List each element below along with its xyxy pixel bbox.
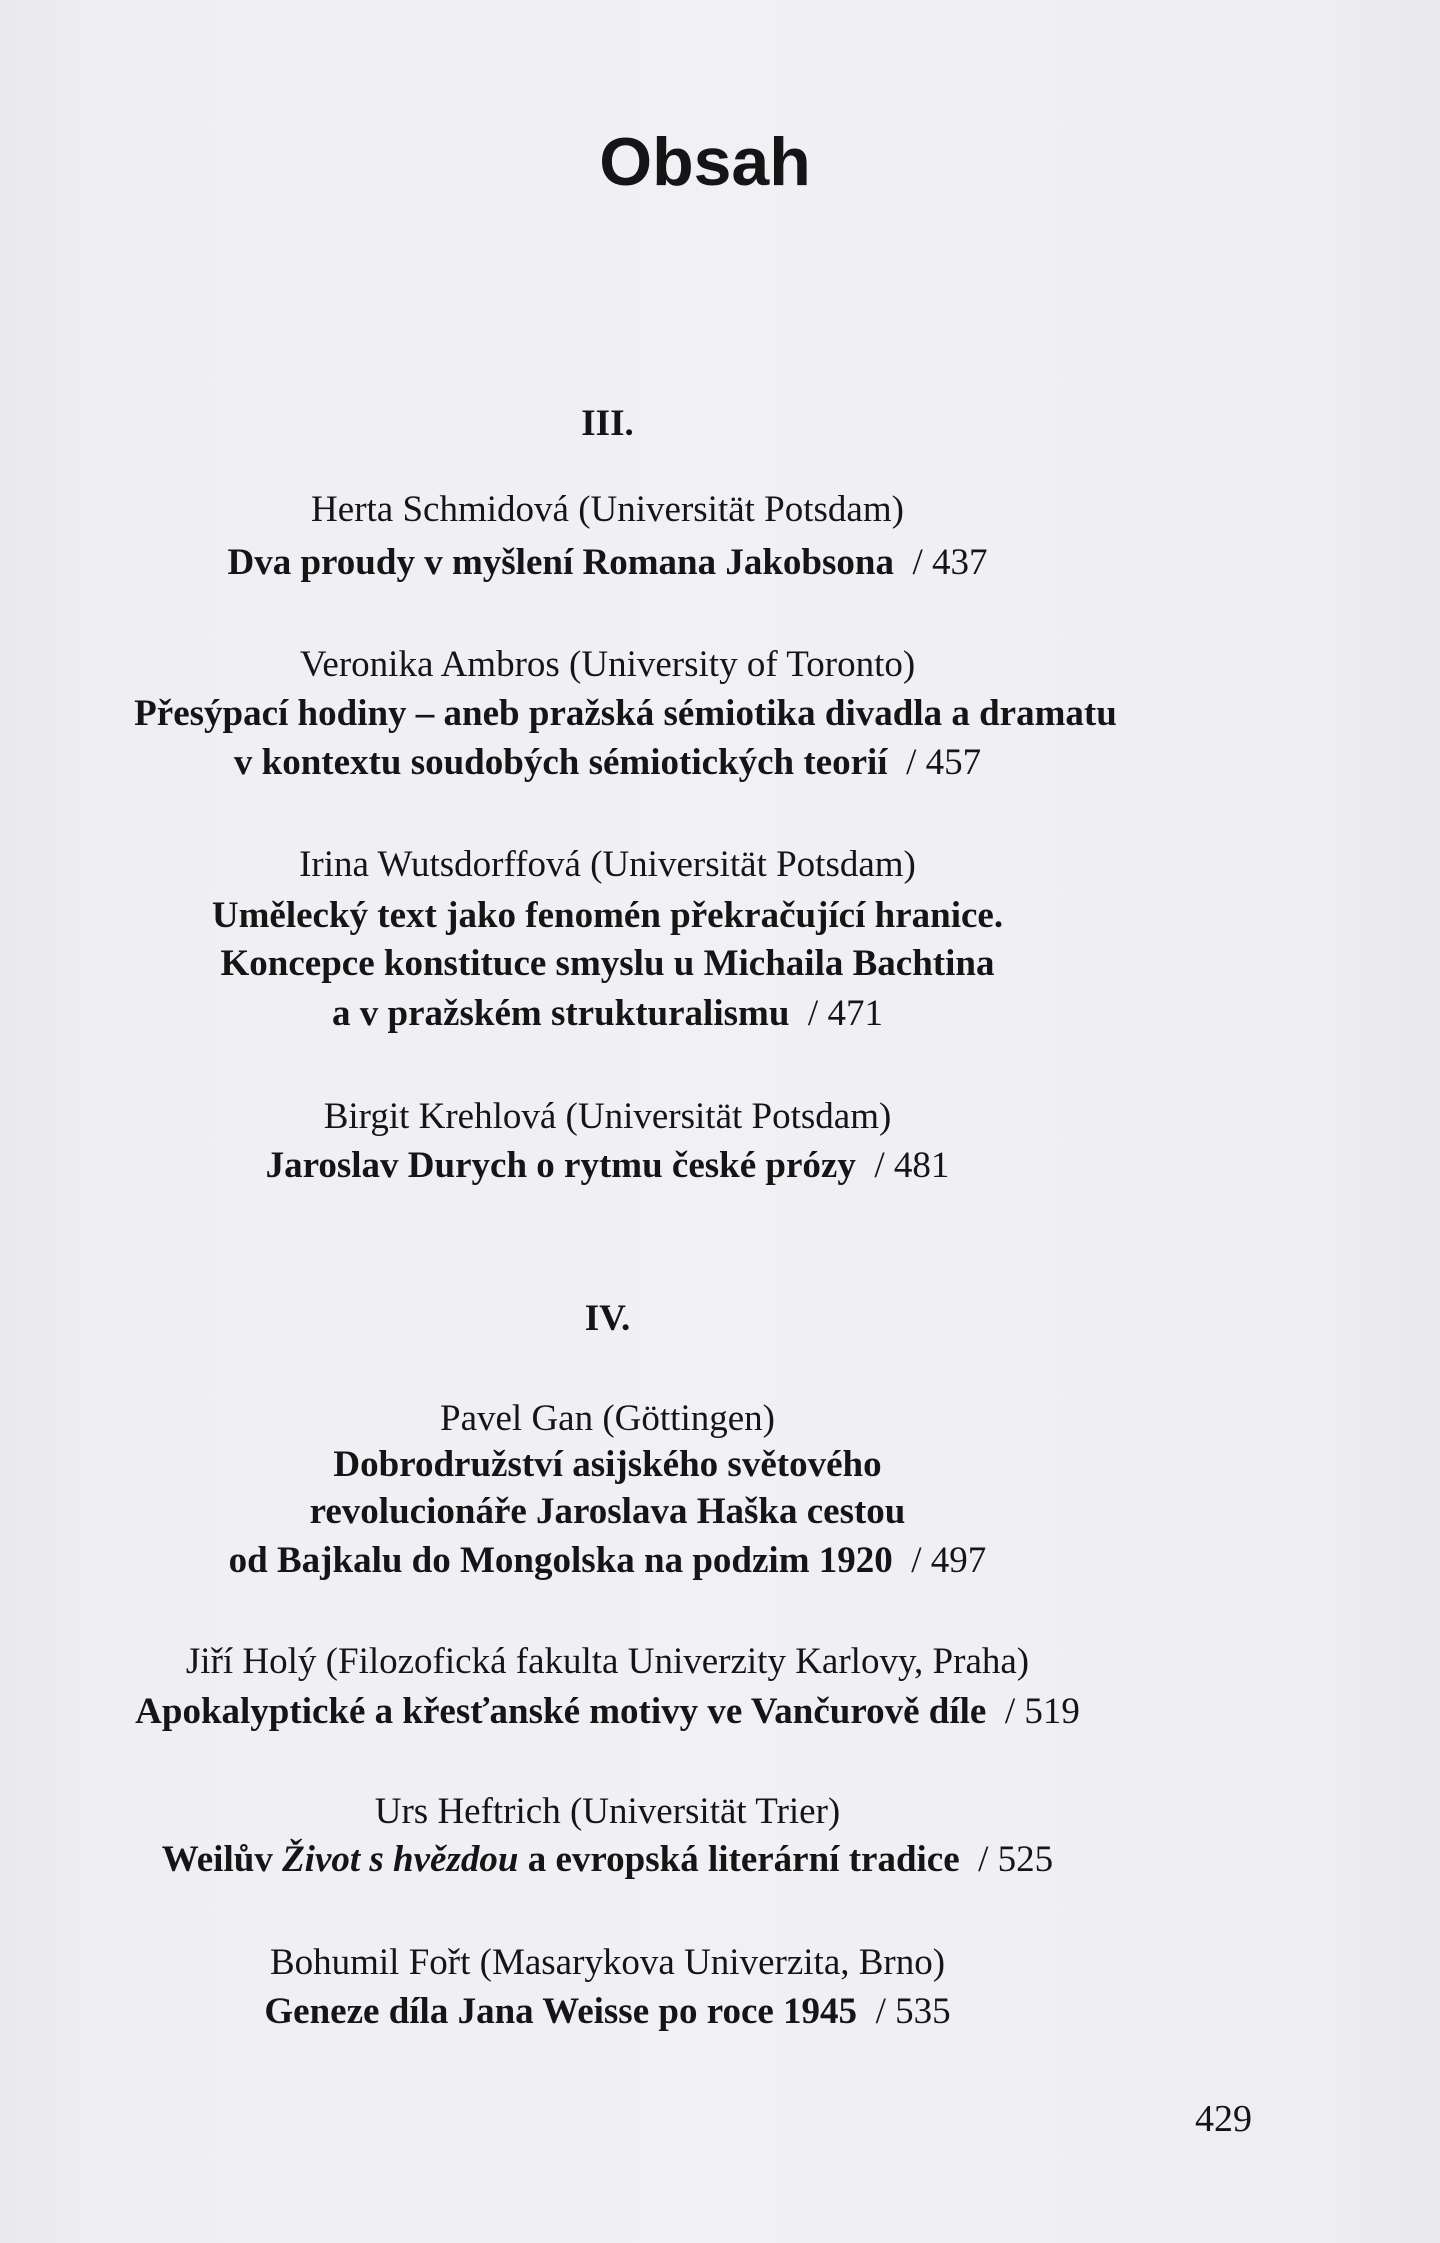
entry-author: Herta Schmidová (Universität Potsdam) xyxy=(311,489,904,530)
entry-title: Přesýpací hodiny – aneb pražská sémiotika divadla a dramatu xyxy=(134,693,1117,734)
entry-title-line xyxy=(0,1838,1215,1882)
entry-page-number: / 525 xyxy=(978,1839,1054,1880)
entry-author: Bohumil Fořt (Masarykova Univerzita, Brno) xyxy=(269,1942,946,1983)
entry-title-line xyxy=(0,1690,1215,1734)
entry-author: Birgit Krehlová (Universität Potsdam) xyxy=(323,1096,892,1137)
page-number: 429 xyxy=(1195,2098,1252,2140)
entry-title: Dobrodružství asijského světového xyxy=(333,1444,882,1485)
entry-title: Jaroslav Durych o rytmu české prózy xyxy=(265,1145,856,1186)
entry-title-line xyxy=(0,741,1215,785)
entry-title: a v pražském strukturalismu xyxy=(332,993,790,1034)
section-heading-iii: III. xyxy=(581,403,634,444)
entry-title: Geneze díla Jana Weisse po roce 1945 xyxy=(264,1991,858,2032)
entry-title-part: Weilův xyxy=(161,1839,283,1880)
entry-page-number: / 519 xyxy=(1004,1691,1080,1732)
page-title: Obsah xyxy=(599,124,811,200)
entry-author: Veronika Ambros (University of Toronto) xyxy=(299,644,916,685)
entry-title-part: a evropská literární tradice xyxy=(518,1839,960,1880)
entry-author: Pavel Gan (Göttingen) xyxy=(440,1398,775,1439)
entry-title: od Bajkalu do Mongolska na podzim 1920 xyxy=(228,1540,893,1581)
entry-title: v kontextu soudobých sémiotických teorií xyxy=(233,742,888,783)
entry-title-line xyxy=(0,1990,1215,2034)
entry-title: Umělecký text jako fenomén překračující hranice. xyxy=(211,895,1004,936)
entry-title: Koncepce konstituce smyslu u Michaila Bachtina xyxy=(220,943,995,984)
section-heading-iv: IV. xyxy=(584,1298,631,1339)
entry-title-italic: Život s hvězdou xyxy=(282,1839,519,1880)
entry-page-number: / 471 xyxy=(807,993,883,1034)
entry-author: Urs Heftrich (Universität Trier) xyxy=(374,1791,841,1832)
entry-page-number: / 535 xyxy=(875,1991,951,2032)
entry-title: Dva proudy v myšlení Romana Jakobsona xyxy=(227,542,894,583)
entry-title-line xyxy=(0,541,1215,585)
entry-page-number: / 481 xyxy=(874,1145,950,1186)
entry-title-line xyxy=(0,1539,1215,1583)
entry-title-line xyxy=(0,1144,1215,1188)
entry-page-number: / 497 xyxy=(911,1540,987,1581)
entry-title-line xyxy=(0,992,1215,1036)
entry-page-number: / 437 xyxy=(912,542,988,583)
entry-author: Jiří Holý (Filozofická fakulta Univerzity Karlovy, Praha) xyxy=(185,1641,1030,1682)
entry-title: Apokalyptické a křesťanské motivy ve Vančurově díle xyxy=(135,1691,987,1732)
entry-page-number: / 457 xyxy=(906,742,982,783)
entry-author: Irina Wutsdorffová (Universität Potsdam) xyxy=(299,844,916,885)
entry-title: revolucionáře Jaroslava Haška cestou xyxy=(309,1491,906,1532)
